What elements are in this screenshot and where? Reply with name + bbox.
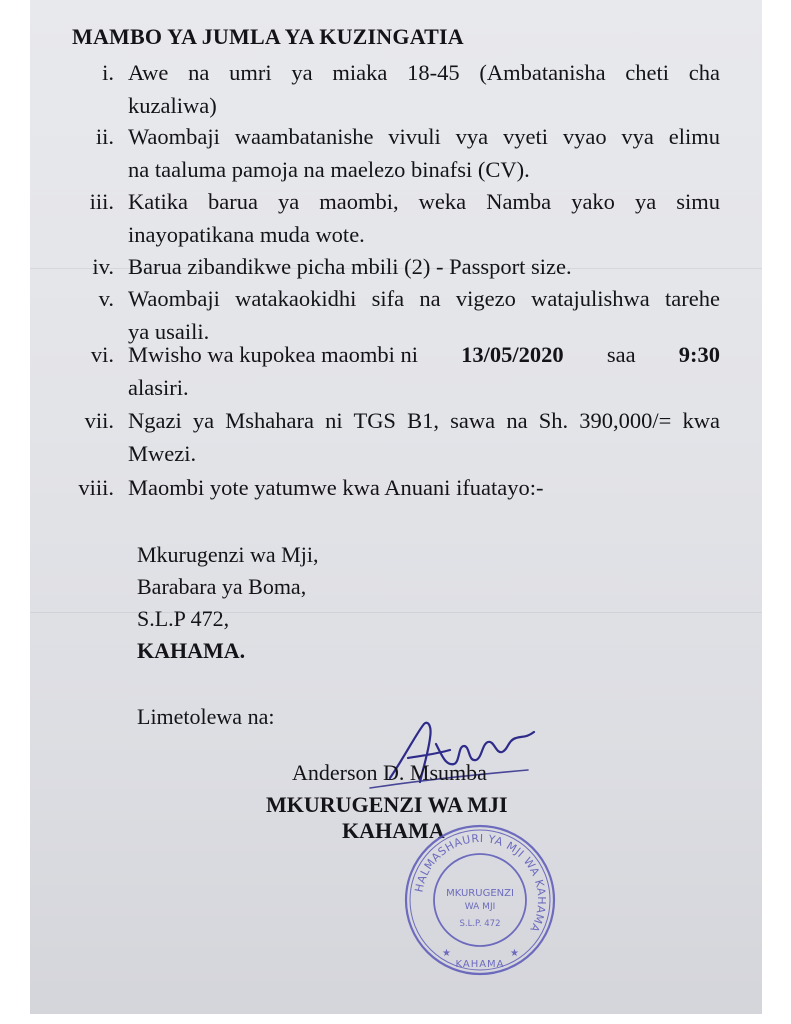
stamp-center-sub: WA MJI: [464, 902, 496, 912]
document-page: [30, 0, 762, 1024]
item-text: Mwisho wa kupokea maombi ni: [128, 342, 418, 367]
item-number: vi.: [90, 342, 114, 367]
item-text: alasiri.: [128, 375, 189, 400]
stamp-bottom-text: KAHAMA: [455, 959, 505, 970]
issued-by-label: Limetolewa na:: [137, 704, 275, 729]
official-stamp: [400, 820, 560, 980]
deadline-date: 13/05/2020: [461, 342, 564, 367]
item-number: iv.: [92, 254, 114, 279]
mailing-address: [137, 539, 318, 667]
signer-title: MKURUGENZI WA MJI: [266, 792, 508, 817]
scan-border-left: [0, 0, 30, 1024]
item-text: Awe na umri ya miaka 18-45 (Ambatanisha cheti cha: [128, 60, 720, 85]
address-city: KAHAMA.: [137, 638, 246, 663]
stamp-ring-text: HALMASHAURI YA MJI WA KAHAMA: [412, 831, 549, 935]
star-icon: ★: [510, 948, 519, 959]
stamp-center-title: MKURUGENZI: [446, 888, 514, 899]
scan-border-right: [762, 0, 791, 1024]
address-line: Mkurugenzi wa Mji,: [137, 542, 319, 567]
item-text: Waombaji waambatanishe vivuli vya vyeti vyao vya elimu: [128, 124, 720, 149]
item-text: saa: [606, 342, 636, 367]
address-line: S.L.P 472,: [137, 606, 230, 631]
stamp-po-box: S.L.P. 472: [459, 919, 501, 929]
item-number: i.: [102, 60, 114, 85]
deadline-time: 9:30: [678, 342, 720, 367]
item-text: Katika barua ya maombi, weka Namba yako ya simu: [128, 189, 720, 214]
item-text: Waombaji watakaokidhi sifa na vigezo watajulishwa tarehe: [128, 286, 720, 311]
item-text: na taaluma pamoja na maelezo binafsi (CV).: [128, 157, 530, 182]
item-number: viii.: [78, 475, 114, 500]
item-number: ii.: [95, 124, 114, 149]
address-line: Barabara ya Boma,: [137, 574, 307, 599]
item-text: kuzaliwa): [128, 93, 217, 118]
item-text: inayopatikana muda wote.: [128, 222, 365, 247]
scan-border-bottom: [0, 1014, 791, 1024]
star-icon: ★: [442, 948, 451, 959]
document-heading: MAMBO YA JUMLA YA KUZINGATIA: [72, 24, 464, 49]
item-text: Ngazi ya Mshahara ni TGS B1, sawa na Sh. 390,000/= kwa: [128, 408, 720, 433]
item-text: Mwezi.: [128, 441, 197, 466]
item-text: Maombi yote yatumwe kwa Anuani ifuatayo:-: [128, 475, 544, 500]
signer-place: KAHAMA: [342, 818, 445, 843]
item-number: iii.: [89, 189, 114, 214]
item-number: vii.: [84, 408, 114, 433]
item-text: Barua zibandikwe picha mbili (2) - Passport size.: [128, 254, 572, 279]
item-text: ya usaili.: [128, 319, 210, 344]
signer-name: Anderson D. Msumba: [292, 760, 487, 785]
item-number: v.: [98, 286, 114, 311]
